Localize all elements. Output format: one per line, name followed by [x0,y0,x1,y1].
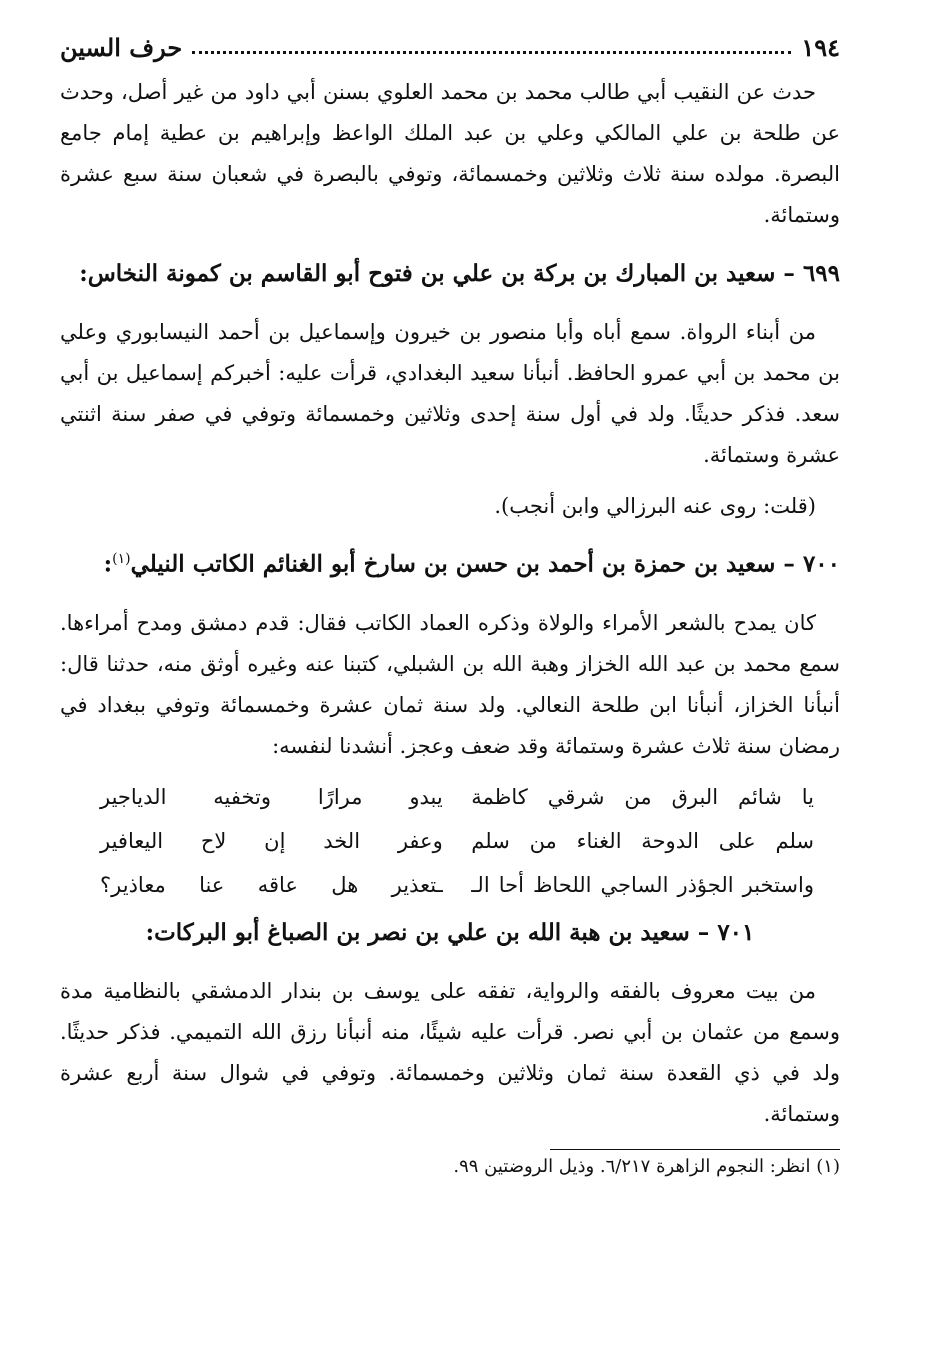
poem [100,775,814,907]
poem-hemistich-first: يا شائم البرق من شرقي كاظمة [471,784,814,809]
page-header [60,22,840,62]
entry-701-title: ٧٠١ – سعيد بن هبة الله بن علي بن نصر بن الصباغ أبو البركات: [145,918,755,946]
entry-699-text: من أبناء الرواة. سمع أباه وأبا منصور بن خيرون وإسماعيل بن أحمد النيسابوري وعلي بن محمد بن أبي عمرو الحافظ. أنبأنا سعيد البغدادي، قرأت عليه: أخبركم إسماعيل بن أبي سعد. فذكر حديثًا. ولد في أول سنة إحدى وثلاثين وخمسمائة وتوفي في صفر سنة اثنتي عشرة وستمائة. [60,320,840,467]
chapter-title: حرف السين [60,33,183,62]
book-page [60,22,840,1184]
entry-699-note: (قلت: روى عنه البرزالي وابن أنجب). [494,494,816,518]
poem-hemistich-second: وعفر الخد إن لاح اليعافير [100,828,443,853]
entry-700-title-colon: : [103,550,113,578]
poem-verse [100,863,814,907]
poem-hemistich-second: يبدو مرارًا وتخفيه الدياجير [100,784,443,809]
entry-700-text: كان يمدح بالشعر الأمراء والولاة وذكره العماد الكاتب فقال: قدم دمشق ومدح أمراءها. سمع محمد بن عبد الله الخزاز وهبة الله بن الشبلي، كتبنا عنه وغيره أوثق منه، حدثنا قال: أنبأنا الخزاز، أنبأنا ابن طلحة النعالي. ولد سنة ثمان عشرة وخمسمائة وتوفي ببغداد في رمضان سنة ثلاث عشرة وستمائة وقد ضعف وعجز. أنشدنا لنفسه: [60,610,840,758]
poem-hemistich-first: سلم على الدوحة الغناء من سلم [471,828,814,853]
entry-700-title-text: ٧٠٠ – سعيد بن حمزة بن أحمد بن حسن بن سارخ أبو الغنائم الكاتب النيلي [130,550,840,578]
entry-700-title [60,537,840,587]
page-number: ١٩٤ [801,33,840,62]
poem-hemistich-first: واستخبر الجؤذر الساجي اللحاظ أحا الـ [471,872,814,897]
poem-verse [100,819,814,863]
footnote: (١) انظر: النجوم الزاهرة ٦/٢١٧. وذيل الروضتين ٩٩. [453,1155,840,1177]
header-leader-dots [192,51,791,54]
footnote-reference: (١) [112,551,131,567]
entry-701-text: من بيت معروف بالفقه والرواية، تفقه على يوسف بن بندار الدمشقي بالنظامية مدة وسمع من عثمان بن أبي نصر. قرأت عليه شيئًا، منه أنبأنا رزق الله التميمي. فذكر حديثًا. ولد في ذي القعدة سنة ثمان وثلاثين وخمسمائة. وتوفي في شوال سنة أربع عشرة وستمائة. [60,978,840,1126]
entry-699-title: ٦٩٩ – سعيد بن المبارك بن بركة بن علي بن فتوح أبو القاسم بن كمونة النخاس: [79,260,840,287]
poem-hemistich-second: ـتعذير هل عاقه عنا معاذير؟ [100,872,443,897]
intro-paragraph: حدث عن النقيب أبي طالب محمد بن محمد العلوي بسنن أبي داود من غير أصل، وحدث عن طلحة بن علي المالكي وعلي بن عبد الملك الواعظ وإبراهيم بن عطية إمام جامع البصرة. مولده سنة ثلاث وثلاثين وخمسمائة، وتوفي بالبصرة في شعبان سنة سبع عشرة وستمائة. [60,80,840,227]
poem-verse [100,775,814,819]
